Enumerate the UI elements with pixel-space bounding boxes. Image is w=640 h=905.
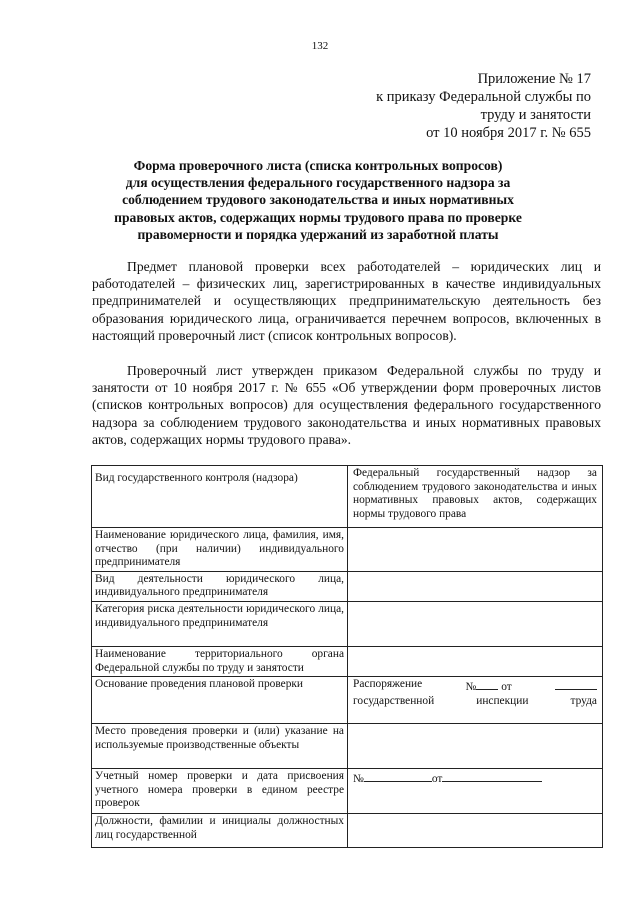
table-row <box>92 601 603 646</box>
row-label: Учетный номер проверки и дата присвоения учетного номера проверки в едином реестре проверок <box>92 769 348 814</box>
row-value[interactable] <box>348 528 603 572</box>
from-label: от <box>501 681 512 694</box>
appendix-line: к приказу Федеральной службы по <box>376 89 591 105</box>
number-sign: № <box>465 681 477 694</box>
table-row <box>92 724 603 769</box>
page-number: 132 <box>311 40 329 52</box>
table-row <box>92 769 603 814</box>
row-label: Вид государственного контроля (надзора) <box>92 466 348 528</box>
order-line-1 <box>353 678 597 695</box>
row-label: Наименование юридического лица, фамилия, имя, отчество (при наличии) индивидуального предпринимателя <box>92 528 348 572</box>
appendix-line: труду и занятости <box>480 107 591 123</box>
row-value[interactable] <box>348 601 603 646</box>
order-cell[interactable] <box>348 677 603 724</box>
order-word: труда <box>570 694 597 707</box>
row-value[interactable] <box>348 814 603 848</box>
title-line: Форма проверочного листа (списка контрольных вопросов) <box>133 158 503 173</box>
date-blank[interactable] <box>442 770 542 782</box>
record-cell[interactable] <box>348 769 603 814</box>
title-line: правомерности и порядка удержаний из заработной платы <box>137 226 499 242</box>
row-value: Федеральный государственный надзор за соблюдением трудового законодательства и иных нормативных правовых актов, содержащих нормы трудового права <box>348 466 603 528</box>
form-title <box>100 157 536 243</box>
order-number <box>465 678 511 695</box>
row-label: Категория риска деятельности юридического лица, индивидуального предпринимателя <box>92 601 348 646</box>
number-sign: № <box>353 773 364 786</box>
row-label: Наименование территориального органа Федеральной службы по труду и занятости <box>92 646 348 676</box>
from-label: от <box>431 773 443 786</box>
table-row <box>92 466 603 528</box>
appendix-header <box>376 70 591 142</box>
row-value[interactable] <box>348 646 603 676</box>
row-value[interactable] <box>348 571 603 601</box>
row-label: Место проведения проверки и (или) указание на используемые производственные объекты <box>92 724 348 769</box>
title-line: для осуществления федерального государственного надзора за <box>125 175 511 191</box>
row-label: Основание проведения плановой проверки <box>92 677 348 724</box>
row-value[interactable] <box>348 724 603 769</box>
appendix-line: Приложение № 17 <box>477 71 591 87</box>
title-line: правовых актов, содержащих нормы трудового права по проверке <box>114 209 522 225</box>
title-line: соблюдением трудового законодательства и иных нормативных <box>122 192 514 208</box>
order-word: инспекции <box>476 694 529 707</box>
order-line-2 <box>353 695 597 709</box>
table-row <box>92 814 603 848</box>
number-blank[interactable] <box>364 770 432 782</box>
checklist-info-table <box>91 465 603 848</box>
approval-paragraph: Проверочный лист утвержден приказом Федеральной службы по труду и занятости от 10 ноября 2017 г. № 655 «Об утверждении форм проверочных листов (списков контрольных вопросов) для осуществления федерального государственного надзора за соблюдением трудового законодательства и иных нормативных правовых актов, содержащих нормы трудового права». <box>92 363 601 447</box>
number-blank[interactable] <box>476 678 498 690</box>
table-row <box>92 528 603 572</box>
table-row <box>92 571 603 601</box>
table-row <box>92 646 603 676</box>
order-word: Распоряжение <box>353 678 423 691</box>
order-word: государственной <box>353 694 435 707</box>
row-label: Должности, фамилии и инициалы должностных лиц государственной <box>92 814 348 848</box>
appendix-line: от 10 ноября 2017 г. № 655 <box>426 125 591 141</box>
table-row <box>92 677 603 724</box>
subject-paragraph: Предмет плановой проверки всех работодателей – юридических лиц и работодателей – физических лиц, зарегистрированных в качестве индивидуальных предпринимателей и осуществляющих предпринимательскую деятельность без образования юридического лица, ограничивается перечнем вопросов, включенных в настоящий проверочный лист (список контрольных вопросов). <box>92 259 601 343</box>
row-label: Вид деятельности юридического лица, индивидуального предпринимателя <box>92 571 348 601</box>
date-blank[interactable] <box>555 678 597 690</box>
